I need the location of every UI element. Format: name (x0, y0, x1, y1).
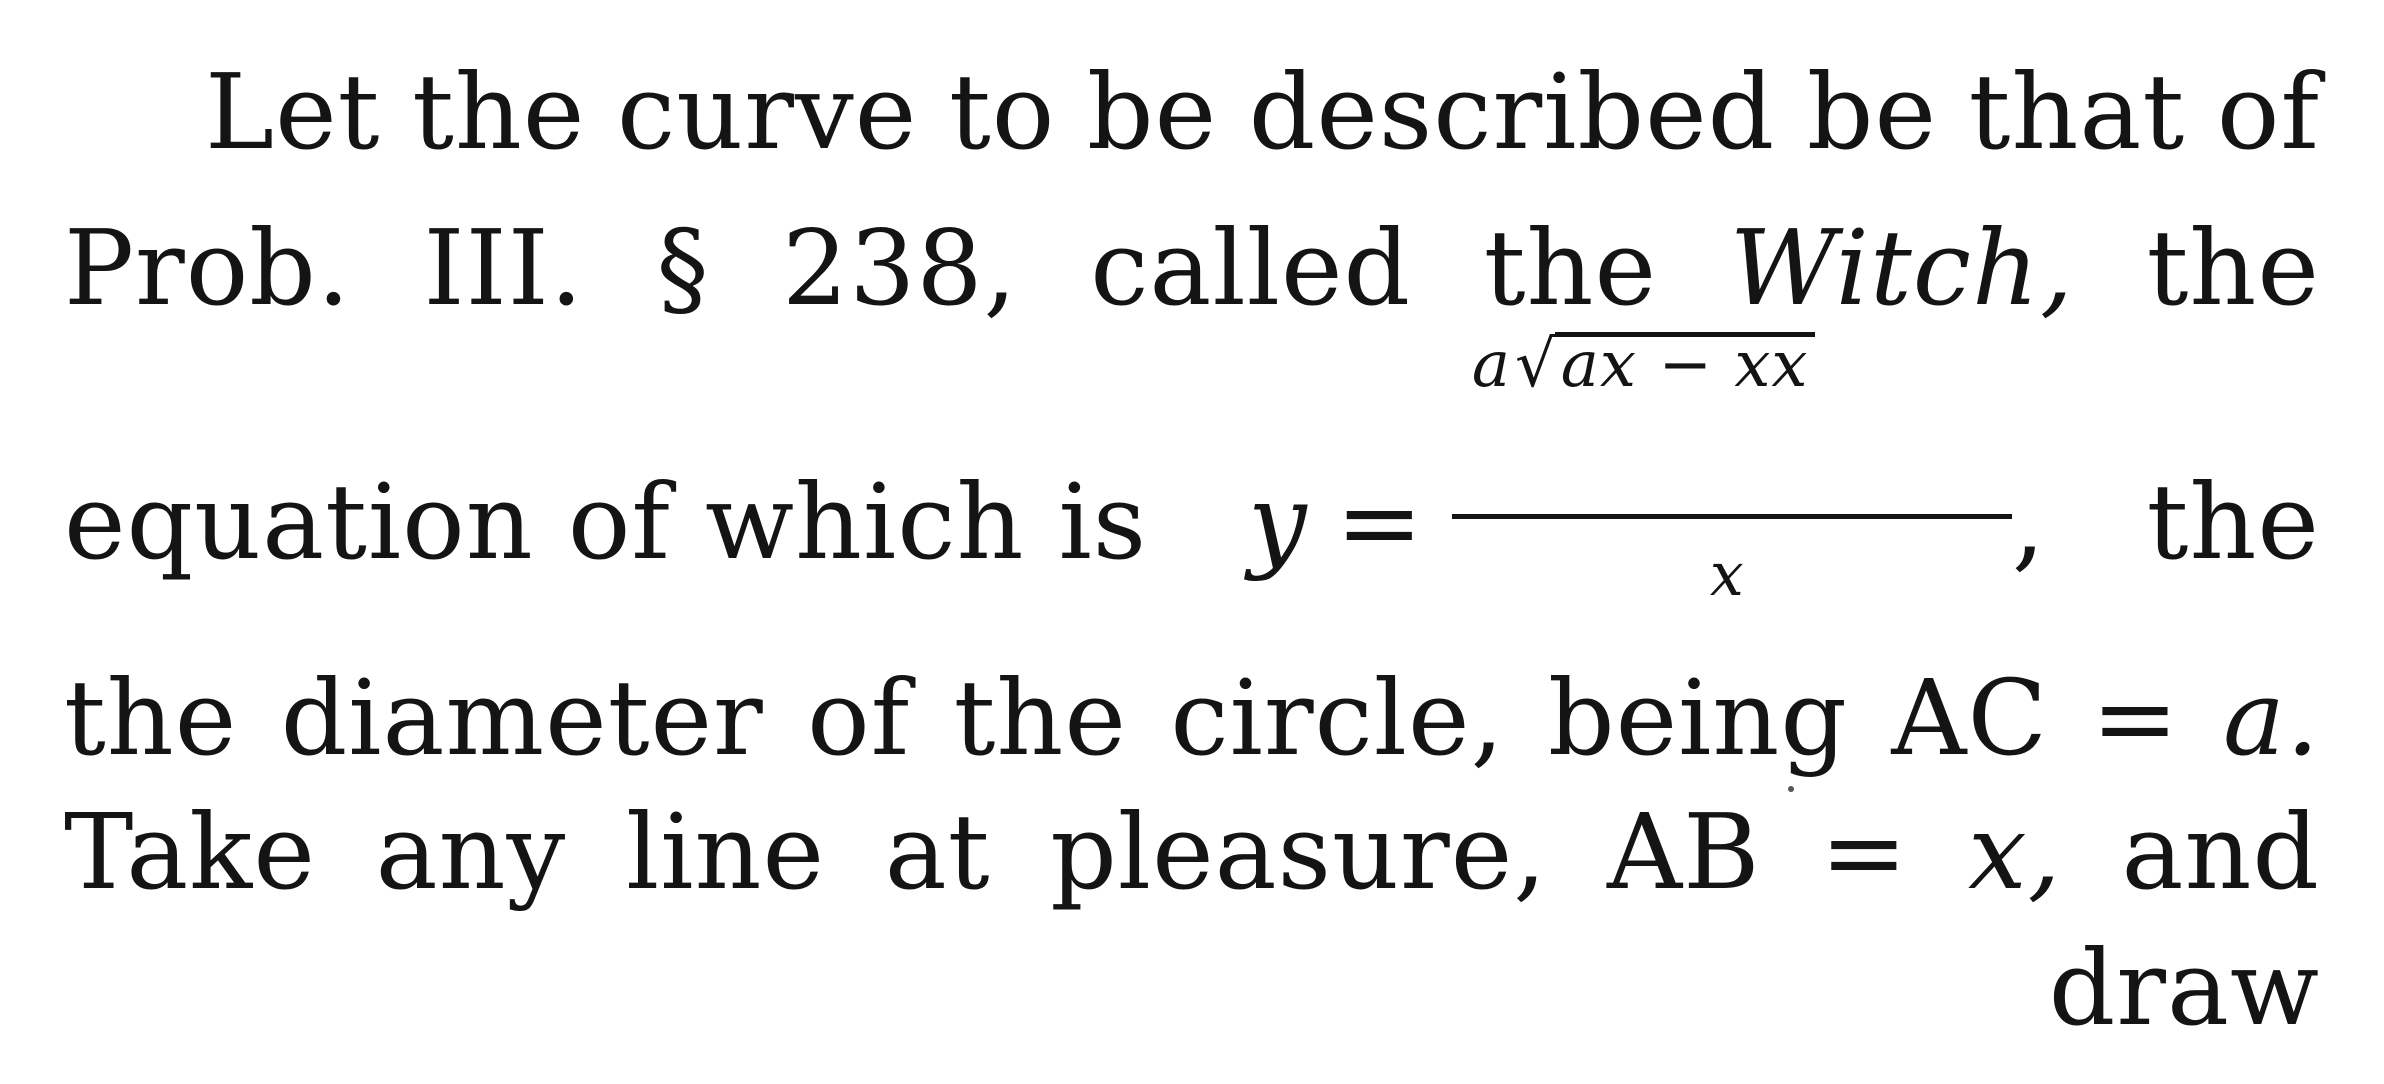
word: curve (617, 51, 918, 173)
word: of (807, 657, 911, 779)
equation (1247, 328, 2046, 610)
word: diameter (280, 657, 764, 779)
word: Prob. (64, 207, 351, 329)
numerator-a: a (1471, 328, 1511, 402)
word: III. (423, 207, 584, 329)
catchword-line (64, 928, 2320, 1048)
text-line-1 (205, 52, 2320, 172)
witch-italic: Witch, (1729, 207, 2075, 329)
fraction (1452, 328, 2012, 610)
fraction-bar (1452, 514, 2012, 519)
equals-sign: = (1335, 461, 1424, 583)
word: line (626, 791, 826, 913)
section-sign: § (656, 207, 710, 329)
word: Take (64, 791, 316, 913)
radical-sign: √ (1514, 328, 1557, 402)
math-variable-a: a. (2222, 657, 2320, 779)
word: be (1806, 51, 1937, 173)
word: the (412, 51, 586, 173)
word: any (375, 791, 567, 913)
fraction-denominator: x (1709, 540, 1745, 610)
text-line-3 (64, 328, 2320, 610)
word: described (1248, 51, 1776, 173)
word: the (1483, 207, 1658, 329)
word: called (1090, 207, 1412, 329)
ink-speck (1788, 786, 1794, 792)
fraction-numerator (1472, 330, 1815, 400)
word: the (64, 657, 238, 779)
text-line-4 (64, 658, 2320, 778)
comma: , (2011, 461, 2046, 583)
text-line-2 (64, 208, 2320, 328)
word: being (1548, 657, 1848, 779)
word: be (1087, 51, 1218, 173)
word: AC (1891, 657, 2049, 779)
word: Let (205, 51, 381, 173)
text-line-5 (64, 792, 2320, 912)
word: that (1968, 51, 2186, 173)
word: 238, (782, 207, 1018, 329)
radicand: ax − xx (1555, 332, 1815, 393)
word: and (2121, 791, 2320, 913)
equals-sign: = (1820, 791, 1909, 913)
equals-sign: = (2091, 657, 2180, 779)
word: circle, (1170, 657, 1505, 779)
word: the (953, 657, 1127, 779)
word: of (2216, 51, 2320, 173)
catchword: draw (2048, 927, 2320, 1049)
word: to (948, 51, 1056, 173)
math-variable-x: x, (1968, 791, 2062, 913)
word: pleasure, (1050, 791, 1548, 913)
word: the (2146, 461, 2320, 583)
word: the (2146, 207, 2320, 329)
word: AB (1606, 791, 1761, 913)
math-variable-y: y (1247, 461, 1308, 583)
word: at (884, 791, 991, 913)
word-group: equation of which is (64, 461, 1148, 583)
